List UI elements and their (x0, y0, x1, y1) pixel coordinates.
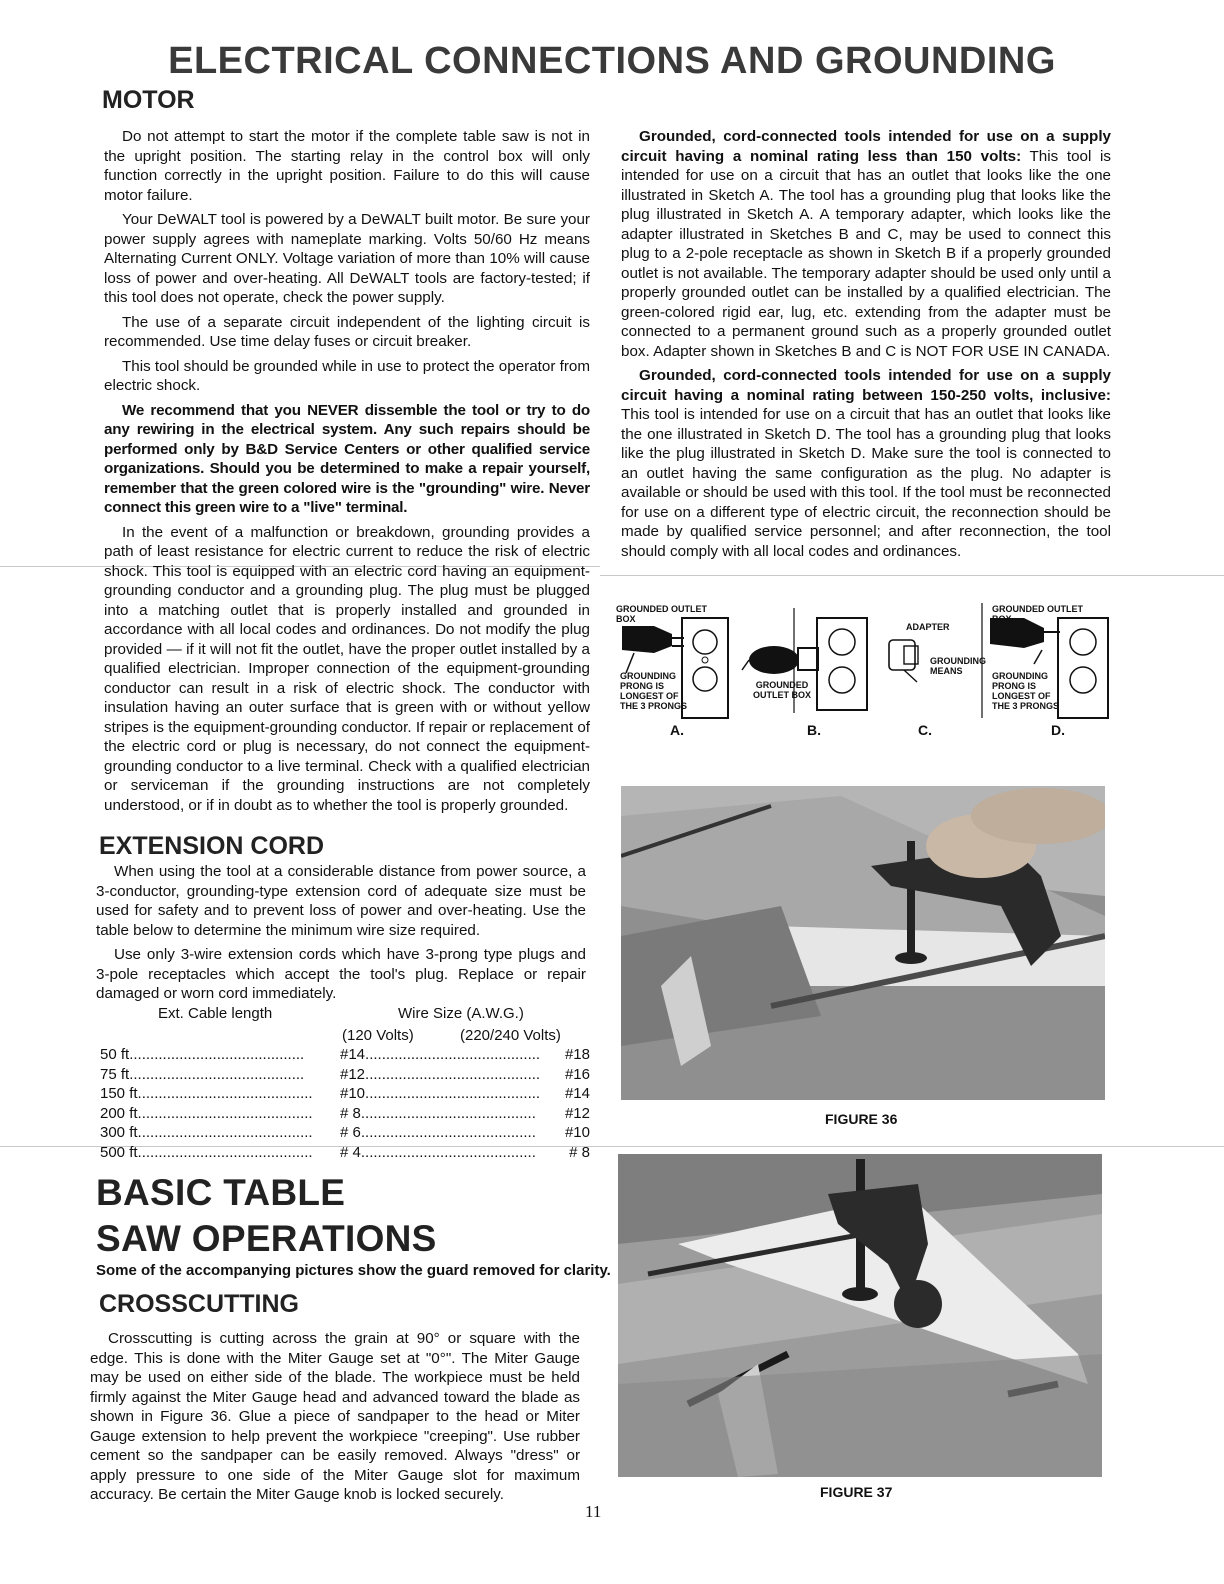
sketch-d-box-label: GROUNDED OUTLET BOX (992, 604, 1083, 624)
table-row: 50 ft.......................................... #14.......................................... #18 (100, 1046, 590, 1063)
repair-warning: We recommend that you NEVER dissemble the tool or try to do any rewiring in the electrical system. Any such repairs should be performed only by B&D Service Centers or other qualified service organizations. Should you be determined to make a repair yourself, remember that the green colored wire is the "grounding" wire. Never connect this green wire to a "live" terminal. (104, 401, 590, 516)
sketch-d-label: D. (1051, 722, 1065, 738)
grounded-under-150-paragraph (621, 127, 1111, 361)
wire-220v-cell: # 8 (569, 1143, 590, 1161)
plug-sketches (614, 598, 1114, 748)
sketch-a-prong-label: GROUNDING PRONG IS LONGEST OF THE 3 PRONGS (620, 671, 688, 711)
table-body (100, 1045, 590, 1162)
scan-line (600, 575, 1224, 576)
motor-section (104, 127, 590, 820)
motor-paragraph: The use of a separate circuit independent of the lighting circuit is recommended. Use time delay fuses or circuit breaker. (104, 313, 590, 350)
wire-120v-cell: # 4 (340, 1143, 361, 1161)
col-120-header: (120 Volts) (342, 1026, 414, 1044)
table-row: 200 ft.......................................... # 8.......................................... #12 (100, 1104, 590, 1122)
wire-size-table (100, 1004, 590, 1162)
grounding-section (621, 127, 1111, 566)
wire-120v-cell: # 8 (340, 1104, 361, 1122)
grounding-paragraph: In the event of a malfunction or breakdown, grounding provides a path of least resistance for electric current to reduce the risk of electric shock. This tool is equipped with an electric cord having an equipment-grounding conductor and a grounding plug. The plug must be plugged into a matching outlet that is properly installed and grounded in accordance with all local codes and ordinances. Do not modify the plug provided — if it will not fit the outlet, have the proper outlet installed by a qualified electrician. Improper connection of the equipment-grounding conductor can result in a risk of electric shock. The conductor with insulation having an outer surface that is green with or without yellow stripes is the equipment-grounding conductor. If repair or replacement of the electric cord or plug is necessary, do not connect the equipment-grounding conductor to a live terminal. Check with a qualified electrician or serviceman if the grounding instructions are not completely understood, or if in doubt as to whether the tool is properly grounded. (104, 523, 590, 814)
cable-length-cell: 500 ft (100, 1143, 138, 1161)
figure-37-photo (618, 1154, 1102, 1477)
figure-36-caption: FIGURE 36 (825, 1111, 898, 1127)
page-number: 11 (585, 1502, 602, 1521)
sketch-b-box-label: GROUNDED OUTLET BOX (753, 680, 811, 700)
sketch-c-means-label: GROUNDING MEANS (930, 656, 986, 676)
extension-paragraph: Use only 3-wire extension cords which have 3-prong type plugs and 3-pole receptacles which accept the tool's plug. Replace or repair damaged or worn cord immediately. (96, 946, 586, 1002)
table-row: 300 ft.......................................... # 6.......................................... #10 (100, 1124, 590, 1141)
extension-paragraph: When using the tool at a considerable distance from power source, a 3-conductor, grounding-type extension cord of adequate size must be used for safety and to prevent loss of power and over-heating. Use the table below to determine the minimum wire size required. (96, 863, 586, 939)
sketch-c-drawing (889, 640, 918, 682)
wire-220v-cell: #14 (564, 1085, 590, 1102)
col-wire-header: Wire Size (A.W.G.) (398, 1005, 524, 1022)
wire-220v-cell: #16 (564, 1065, 590, 1083)
wire-220v-cell: #18 (564, 1046, 590, 1063)
figure-37-illustration (618, 1154, 1102, 1477)
table-header (100, 1004, 590, 1024)
figure-36-illustration (621, 786, 1105, 1100)
crosscutting-paragraph: Crosscutting is cutting across the grain at 90° or square with the edge. This is done with the Miter Gauge set at "0°". The Miter Gauge may be used on either side of the blade. The workpiece must be held firmly against the Miter Gauge head and advanced toward the blade as shown in Figure 36. Glue a piece of sandpaper to the head or Miter Gauge extension to help prevent the workpiece "creeping". Use rubber cement so the sandpaper can be easily removed. Always "dress" or apply pressure to one side of the Miter Gauge slot for maximum accuracy. Be certain the Miter Gauge knob is locked securely. (90, 1330, 580, 1503)
figure-36-photo (621, 786, 1105, 1100)
figure-37-caption: FIGURE 37 (820, 1484, 893, 1500)
motor-paragraph: This tool should be grounded while in use to protect the operator from electric shock. (104, 357, 590, 394)
grounded-150-250-paragraph (621, 366, 1111, 561)
table-row: 75 ft.......................................... #12.......................................... #16 (100, 1065, 590, 1083)
sketch-c-label: C. (918, 722, 932, 738)
cable-length-cell: 300 ft (100, 1124, 138, 1141)
title-line: BASIC TABLE (96, 1172, 346, 1213)
table-row: 150 ft.......................................... #10.......................................... #14 (100, 1085, 590, 1102)
wire-120v-cell: # 6 (340, 1124, 361, 1141)
cable-length-cell: 50 ft (100, 1046, 130, 1063)
crosscutting-heading: CROSSCUTTING (99, 1290, 299, 1318)
wire-220v-cell: #10 (564, 1124, 590, 1141)
wire-120v-cell: #10 (340, 1085, 366, 1102)
guard-note: Some of the accompanying pictures show the guard removed for clarity. (96, 1262, 611, 1279)
lead-text: Grounded, cord-connected tools intended for use on a supply circuit having a nominal rating between 150-250 volts, inclusive: (621, 367, 1111, 404)
table-row: 500 ft.......................................... # 4.......................................... # 8 (100, 1143, 590, 1161)
extension-section (96, 862, 586, 1009)
wire-120v-cell: #14 (340, 1046, 366, 1063)
cable-length-cell: 200 ft (100, 1104, 138, 1122)
col-220-header: (220/240 Volts) (460, 1026, 561, 1044)
motor-heading: MOTOR (102, 86, 195, 114)
extension-cord-heading: EXTENSION CORD (99, 832, 325, 860)
col-length-header: Ext. Cable length (158, 1005, 273, 1022)
wire-220v-cell: #12 (564, 1104, 590, 1122)
title-line: SAW OPERATIONS (96, 1218, 437, 1259)
sketch-c-adapter-label: ADAPTER (906, 622, 950, 632)
lead-text: Grounded, cord-connected tools intended for use on a supply circuit having a nominal rating less than 150 volts: (621, 128, 1111, 165)
body-text: This tool is intended for use on a circuit that has an outlet that looks like the one illustrated in Sketch A. The tool has a grounding plug that looks like the plug illustrated in Sketch A. A temporary adapter, which looks like the adapter illustrated in Sketches B and C, may be used to connect this plug to a 2-pole receptacle as shown in Sketch B if a properly grounded outlet is not available. The temporary adapter should be used only until a properly grounded outlet can be installed by a qualified electrician. The green-colored rigid ear, lug, etc. extending from the adapter must be connected to a permanent ground such as a properly grounded outlet box. Adapter shown in Sketches B and C is NOT FOR USE IN CANADA. (621, 147, 1111, 360)
page-title: ELECTRICAL CONNECTIONS AND GROUNDING (168, 40, 1056, 82)
sketch-a-label: A. (670, 722, 684, 738)
cable-length-cell: 150 ft (100, 1085, 138, 1102)
wire-120v-cell: #12 (340, 1065, 366, 1083)
motor-paragraph: Your DeWALT tool is powered by a DeWALT built motor. Be sure your power supply agrees with nameplate marking. Volts 50/60 Hz means Alternating Current ONLY. Voltage variation of more than 10% will cause loss of power and over-heating. All DeWALT tools are factory-tested; if this tool does not operate, check the power supply. (104, 211, 590, 306)
body-text: This tool is intended for use on a circuit that has an outlet that looks like the one illustrated in Sketch D. The tool has a grounding plug that looks like the plug illustrated in Sketch D. Make sure the tool is connected to an outlet having the same configuration as the plug. No adapter is available or should be used with this tool. If the tool must be reconnected for use on a different type of electric circuit, the reconnection should be made by qualified service personnel; and after reconnection, the tool should comply with all local codes and ordinances. (621, 406, 1111, 560)
sketch-a-box-label: GROUNDED OUTLET BOX (616, 604, 707, 624)
crosscutting-section (90, 1329, 580, 1510)
table-subheader (100, 1026, 590, 1046)
basic-operations-title (96, 1170, 437, 1262)
motor-paragraph: Do not attempt to start the motor if the complete table saw is not in the upright position. The starting relay in the control box will only function correctly in the upright position. Failure to do this will cause motor failure. (104, 128, 590, 204)
sketch-b-label: B. (807, 722, 821, 738)
sketch-d-prong-label: GROUNDING PRONG IS LONGEST OF THE 3 PRONGS (992, 671, 1060, 711)
cable-length-cell: 75 ft (100, 1065, 130, 1083)
